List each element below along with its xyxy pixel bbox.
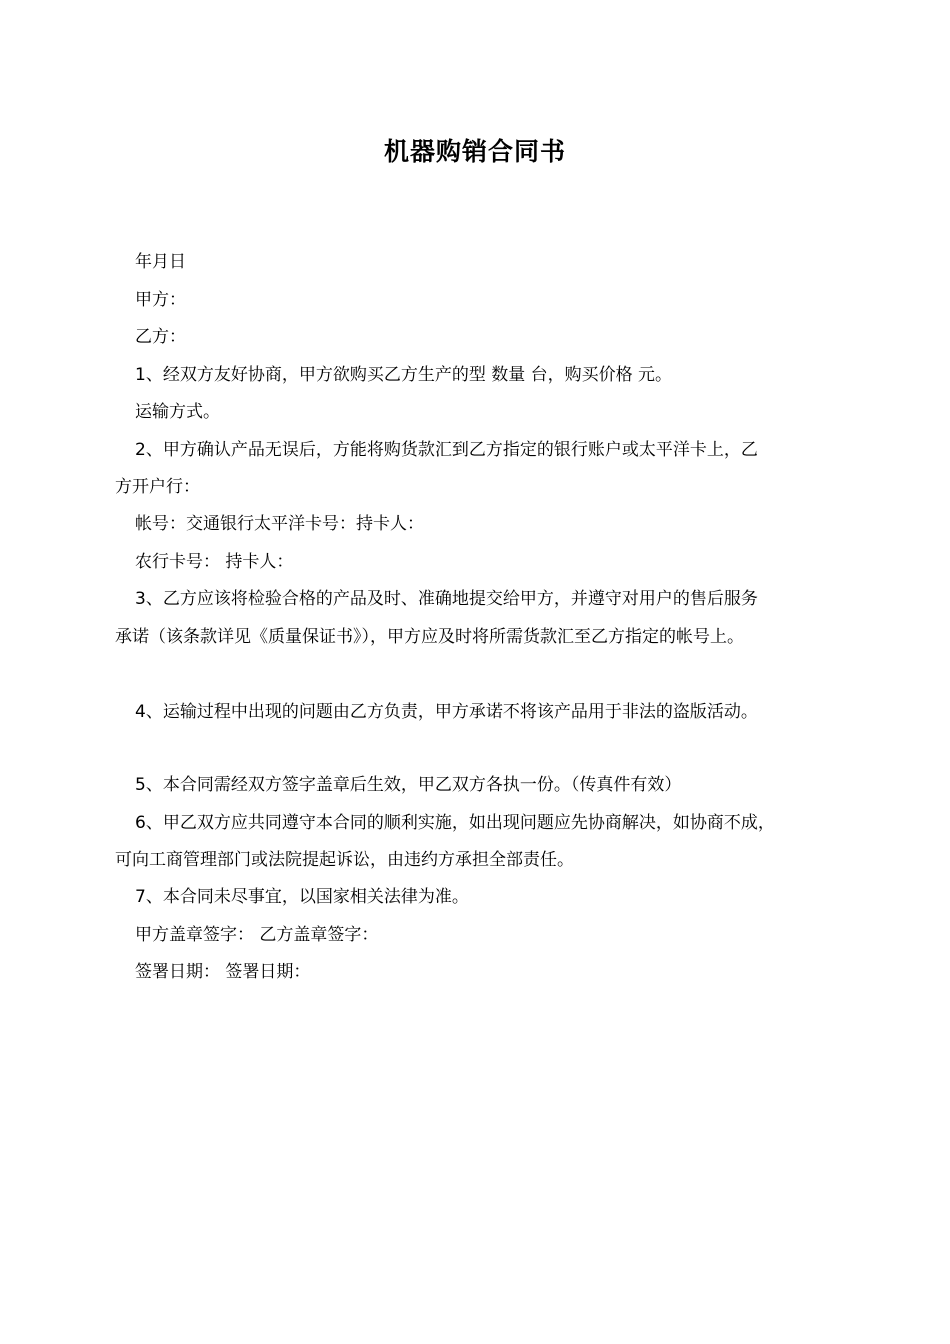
party-a-line: 甲方： bbox=[135, 290, 186, 310]
clause-1: 1、经双方友好协商，甲方欲购买乙方生产的型 数量 台，购买价格 元。 bbox=[135, 365, 673, 385]
shipping-method-line: 运输方式。 bbox=[135, 402, 220, 422]
clause-4: 4、运输过程中出现的问题由乙方负责，甲方承诺不将该产品用于非法的盗版活动。 bbox=[135, 702, 758, 722]
clause-2-continuation: 方开户行： bbox=[115, 477, 200, 497]
clause-5: 5、本合同需经双方签字盖章后生效，甲乙双方各执一份。（传真件有效） bbox=[135, 775, 682, 795]
signing-date-line: 签署日期： 签署日期： bbox=[135, 962, 311, 982]
clause-3: 3、乙方应该将检验合格的产品及时、准确地提交给甲方，并遵守对用户的售后服务 bbox=[135, 589, 758, 609]
date-line: 年月日 bbox=[135, 252, 186, 272]
clause-2: 2、甲方确认产品无误后，方能将购货款汇到乙方指定的银行账户或太平洋卡上，乙 bbox=[135, 440, 758, 460]
account-line: 帐号：交通银行太平洋卡号：持卡人： bbox=[135, 514, 424, 534]
clause-7: 7、本合同未尽事宜，以国家相关法律为准。 bbox=[135, 887, 469, 907]
signature-line: 甲方盖章签字： 乙方盖章签字： bbox=[135, 925, 379, 945]
party-b-line: 乙方： bbox=[135, 327, 186, 347]
clause-6: 6、甲乙双方应共同遵守本合同的顺利实施，如出现问题应先协商解决，如协商不成， bbox=[135, 813, 775, 833]
clause-3-continuation: 承诺（该条款详见《质量保证书》），甲方应及时将所需货款汇至乙方指定的帐号上。 bbox=[115, 627, 744, 647]
abc-card-line: 农行卡号： 持卡人： bbox=[135, 552, 294, 572]
clause-6-continuation: 可向工商管理部门或法院提起诉讼，由违约方承担全部责任。 bbox=[115, 850, 574, 870]
document-title: 机器购销合同书 bbox=[383, 137, 566, 166]
